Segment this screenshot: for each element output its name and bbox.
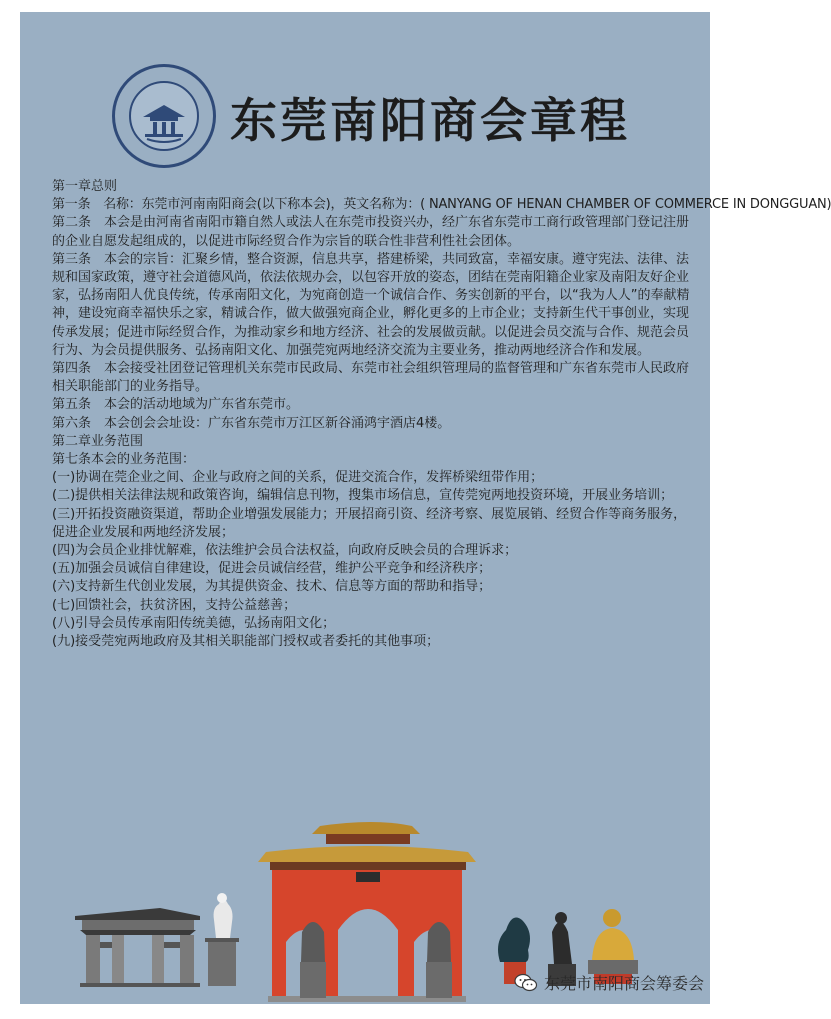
stone-lion-right-icon [426, 922, 452, 998]
article-1: 第一条 名称：东莞市河南南阳商会(以下称本会)，英文名称为：( NANYANG OF HENAN CHAMBER OF COMMERCE IN DONGGUAN) [52, 197, 831, 213]
logo-emblem-icon [115, 67, 213, 165]
scope-item-8: (八)引导会员传承南阳传统美德，弘扬南阳文化； [52, 615, 336, 631]
article-2: 第二条 本会是由河南省南阳市籍自然人或法人在东莞市投资兴办，经广东省东莞市工商行政管理部门登记注册的企业自愿发起组成的，以促进市际经贸合作为宗旨的联合性非营利性社会团体。 [52, 215, 690, 249]
scope-item-2: (二)提供相关法律法规和政策咨询，编辑信息刊物，搜集市场信息，宣传莞宛两地投资环境，开展业务培训； [52, 488, 674, 504]
article-6: 第六条 本会创会会址设：广东省东莞市万江区新谷涌鸿宇酒店4楼。 [52, 415, 451, 431]
article-3: 第三条 本会的宗旨：汇聚乡情，整合资源，信息共享，搭建桥梁，共同致富，幸福安康。遵守宪法、法律、法规和国家政策，遵守社会道德风尚，依法依规办会，以包容开放的姿态，团结在莞南阳籍企业家及南阳友好企业家，弘扬南阳人优良传统，传承南阳文化，为宛商创造一个诚信合作、务实创新的平台，以“我为人人”的奉献精神，建设宛商幸福快乐之家，精诚合作，做大做强宛商企业，孵化更多的上市企业；支持新生代干事创业，实现传承发展；促进市际经贸合作，为推动家乡和地方经济、社会的发展做贡献。以促进会员交流与合作、规范会员行为、为会员提供服务、弘扬南阳文化、加强莞宛两地经济交流为主要业务，推动两地经济合作和发展。 [52, 251, 690, 358]
scope-item-4: (四)为会员企业排忧解难，依法维护会员合法权益，向政府反映会员的合理诉求； [52, 543, 518, 559]
chamber-logo [112, 64, 216, 168]
stone-archway-icon [75, 908, 200, 987]
footer-brand-label: 东莞市南阳商会筹委会 [543, 974, 704, 993]
scope-item-9: (九)接受莞宛两地政府及其相关职能部门授权或者委托的其他事项； [52, 634, 440, 650]
article-4: 第四条 本会接受社团登记管理机关东莞市民政局、东莞市社会组织管理局的监督管理和广东省东莞市人民政府相关职能部门的业务指导。 [52, 361, 690, 395]
footer-brand [514, 971, 704, 994]
article-5: 第五条 本会的活动地域为广东省东莞市。 [52, 397, 300, 413]
article-7: 第七条本会的业务范围： [52, 452, 196, 468]
chapter-2-heading: 第二章业务范围 [52, 433, 144, 449]
scope-item-6: (六)支持新生代创业发展，为其提供资金、技术、信息等方面的帮助和指导； [52, 579, 492, 595]
poster [20, 12, 831, 1004]
wechat-icon [514, 973, 538, 993]
white-statue-icon [205, 893, 239, 986]
scope-item-1: (一)协调在莞企业之间、企业与政府之间的关系，促进交流合作，发挥桥梁纽带作用； [52, 470, 544, 486]
chapter-1-heading: 第一章总则 [52, 179, 118, 194]
scope-item-5: (五)加强会员诚信自律建设，促进会员诚信经营，维护公平竞争和经济秩序； [52, 561, 492, 577]
scope-item-3: (三)开拓投资融资渠道，帮助企业增强发展能力；开展招商引资、经济考察、展览展销、经贸合作等商务服务，促进企业发展和两地经济发展； [52, 506, 687, 540]
page-title: 东莞南阳商会章程 [230, 94, 630, 149]
scope-item-7: (七)回馈社会，扶贫济困，支持公益慈善； [52, 597, 297, 613]
stone-lion-left-icon [300, 922, 326, 998]
charter-text [52, 178, 831, 651]
